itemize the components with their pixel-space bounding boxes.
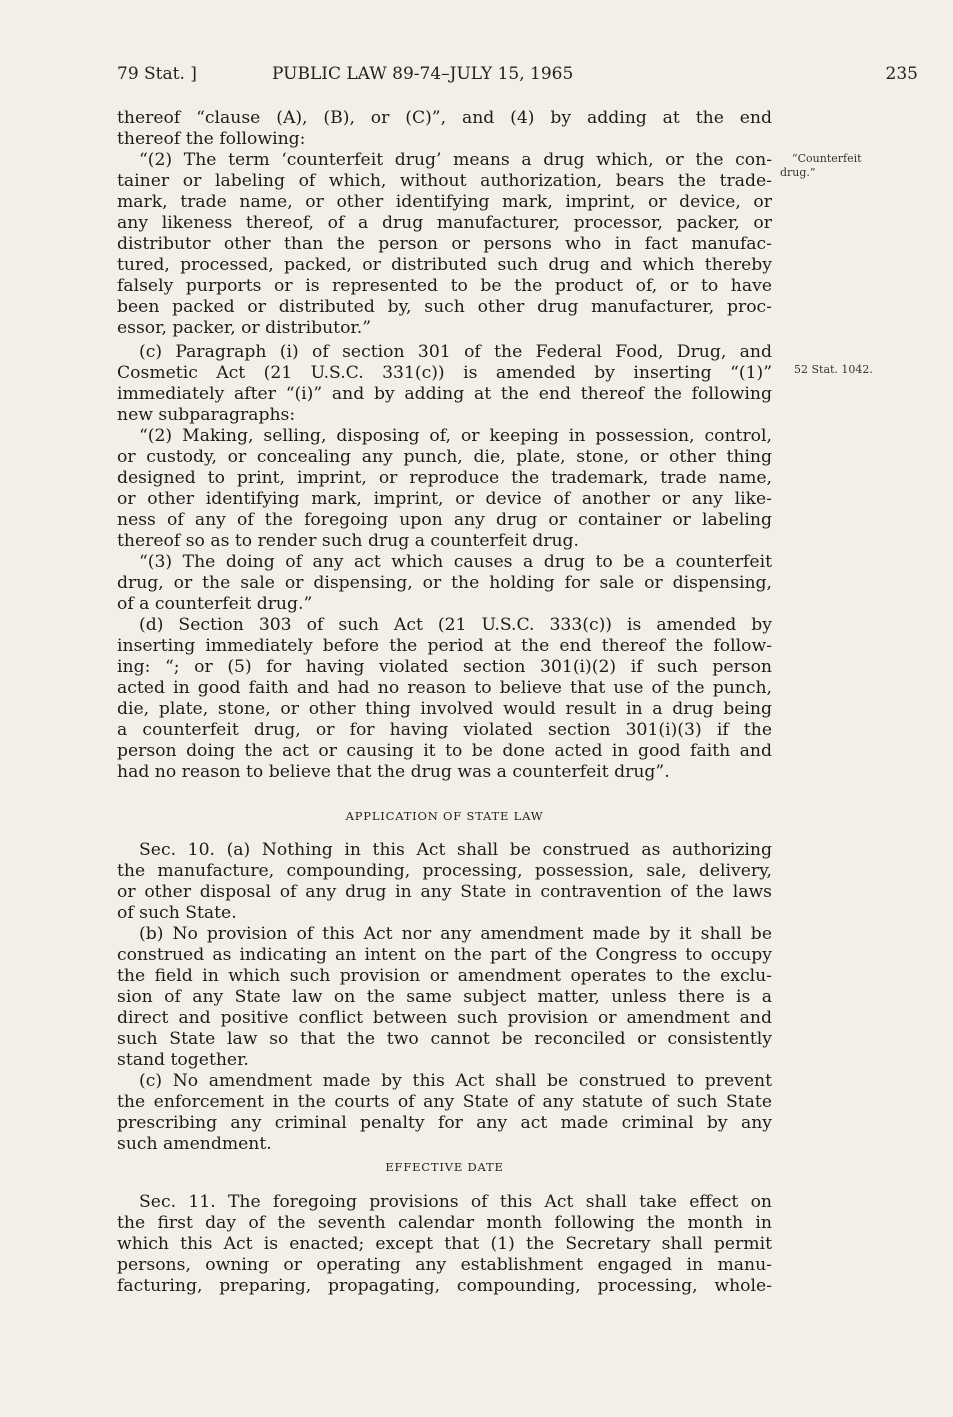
margin-note-counterfeit-2: drug.” bbox=[780, 166, 816, 179]
text-line: Sec. 11. The foregoing provisions of this Act shall take effect on bbox=[139, 1192, 772, 1212]
text-line: the field in which such provision or amendment operates to the exclu- bbox=[117, 966, 772, 986]
text-line: Cosmetic Act (21 U.S.C. 331(c)) is amended by inserting “(1)” bbox=[117, 363, 772, 383]
text-line: thereof the following: bbox=[117, 129, 306, 149]
text-line: thereof so as to render such drug a counterfeit drug. bbox=[117, 531, 579, 551]
text-line: “(3) The doing of any act which causes a drug to be a counterfeit bbox=[139, 552, 772, 572]
text-line: which this Act is enacted; except that (1) the Secretary shall permit bbox=[117, 1234, 772, 1254]
text-line: (c) No amendment made by this Act shall be construed to prevent bbox=[139, 1071, 772, 1091]
text-line: designed to print, imprint, or reproduce the trademark, trade name, bbox=[117, 468, 772, 488]
text-line: or custody, or concealing any punch, die, plate, stone, or other thing bbox=[117, 447, 772, 467]
text-line: of such State. bbox=[117, 903, 237, 923]
text-line: been packed or distributed by, such other drug manufacturer, proc- bbox=[117, 297, 772, 317]
text-line: direct and positive conflict between such provision or amendment and bbox=[117, 1008, 772, 1028]
text-line: acted in good faith and had no reason to believe that use of the punch, bbox=[117, 678, 772, 698]
text-line: construed as indicating an intent on the part of the Congress to occupy bbox=[117, 945, 772, 965]
text-line: person doing the act or causing it to be done acted in good faith and bbox=[117, 741, 772, 761]
section-heading-effective-date: EFFECTIVE DATE bbox=[385, 1160, 504, 1174]
text-line: (b) No provision of this Act nor any amendment made by it shall be bbox=[139, 924, 772, 944]
volume-reference: 79 Stat. ] bbox=[117, 64, 197, 84]
text-line: any likeness thereof, of a drug manufacturer, processor, packer, or bbox=[117, 213, 772, 233]
text-line: or other identifying mark, imprint, or device of another or any like- bbox=[117, 489, 772, 509]
text-line: falsely purports or is represented to be the product of, or to have bbox=[117, 276, 772, 296]
text-line: essor, packer, or distributor.” bbox=[117, 318, 371, 338]
text-line: tured, processed, packed, or distributed such drug and which thereby bbox=[117, 255, 772, 275]
section-heading-state-law: APPLICATION OF STATE LAW bbox=[345, 809, 544, 823]
text-line: die, plate, stone, or other thing involved would result in a drug being bbox=[117, 699, 772, 719]
text-line: mark, trade name, or other identifying mark, imprint, or device, or bbox=[117, 192, 772, 212]
margin-note-stat-ref: 52 Stat. 1042. bbox=[794, 363, 873, 376]
text-line: a counterfeit drug, or for having violated section 301(i)(3) if the bbox=[117, 720, 772, 740]
text-line: thereof “clause (A), (B), or (C)”, and (4) by adding at the end bbox=[117, 108, 772, 128]
text-line: the manufacture, compounding, processing, possession, sale, delivery, bbox=[117, 861, 772, 881]
text-line: had no reason to believe that the drug was a counterfeit drug”. bbox=[117, 762, 670, 782]
text-line: immediately after “(i)” and by adding at the end thereof the following bbox=[117, 384, 772, 404]
text-line: new subparagraphs: bbox=[117, 405, 296, 425]
text-line: sion of any State law on the same subject matter, unless there is a bbox=[117, 987, 772, 1007]
text-line: facturing, preparing, propagating, compounding, processing, whole- bbox=[117, 1276, 772, 1296]
text-line: of a counterfeit drug.” bbox=[117, 594, 313, 614]
text-line: persons, owning or operating any establishment engaged in manu- bbox=[117, 1255, 772, 1275]
text-line: “(2) The term ‘counterfeit drug’ means a drug which, or the con- bbox=[139, 150, 772, 170]
text-line: (d) Section 303 of such Act (21 U.S.C. 333(c)) is amended by bbox=[139, 615, 772, 635]
text-line: the enforcement in the courts of any State of any statute of such State bbox=[117, 1092, 772, 1112]
text-line: such amendment. bbox=[117, 1134, 272, 1154]
text-line: tainer or labeling of which, without authorization, bears the trade- bbox=[117, 171, 772, 191]
text-line: (c) Paragraph (i) of section 301 of the Federal Food, Drug, and bbox=[139, 342, 772, 362]
text-line: inserting immediately before the period at the end thereof the follow- bbox=[117, 636, 772, 656]
page-title: PUBLIC LAW 89-74–JULY 15, 1965 bbox=[272, 64, 574, 84]
text-line: such State law so that the two cannot be reconciled or consistently bbox=[117, 1029, 772, 1049]
text-line: stand together. bbox=[117, 1050, 249, 1070]
text-line: distributor other than the person or persons who in fact manufac- bbox=[117, 234, 772, 254]
text-line: or other disposal of any drug in any State in contravention of the laws bbox=[117, 882, 772, 902]
text-line: ness of any of the foregoing upon any drug or container or labeling bbox=[117, 510, 772, 530]
text-line: Sec. 10. (a) Nothing in this Act shall be construed as authorizing bbox=[139, 840, 772, 860]
text-line: prescribing any criminal penalty for any act made criminal by any bbox=[117, 1113, 772, 1133]
text-line: drug, or the sale or dispensing, or the holding for sale or dispensing, bbox=[117, 573, 772, 593]
margin-note-counterfeit: “Counterfeit bbox=[792, 152, 862, 165]
text-line: ing: “; or (5) for having violated section 301(i)(2) if such person bbox=[117, 657, 772, 677]
page-number: 235 bbox=[885, 64, 918, 84]
text-line: the first day of the seventh calendar month following the month in bbox=[117, 1213, 772, 1233]
text-line: “(2) Making, selling, disposing of, or keeping in possession, control, bbox=[139, 426, 772, 446]
